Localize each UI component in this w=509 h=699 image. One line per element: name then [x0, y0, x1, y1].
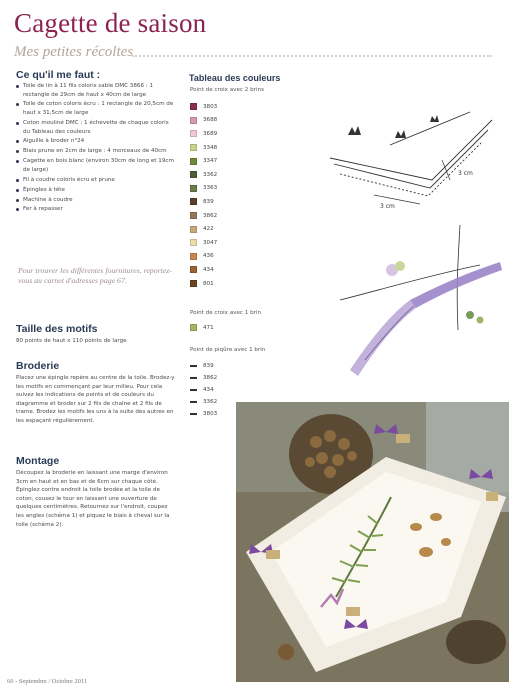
dmc-code: 801 [203, 280, 214, 287]
swatch-row [190, 195, 217, 209]
color-swatch [190, 130, 197, 137]
dmc-code: 3862 [203, 212, 218, 219]
motif-sketch [348, 115, 439, 138]
swatch-row [190, 250, 217, 264]
swatch-row [190, 209, 217, 223]
hedgehog-figure [446, 620, 506, 664]
backstitch-line [190, 365, 197, 366]
dmc-code: 3862 [203, 375, 218, 381]
dmc-code: 3347 [203, 158, 218, 165]
dotted-divider [132, 55, 492, 57]
dmc-code: 471 [203, 324, 214, 331]
seam-line [340, 142, 482, 196]
page-subtitle: Mes petites récoltes [14, 44, 134, 60]
color-swatch [190, 103, 197, 110]
color-swatch [190, 280, 197, 287]
dmc-code: 434 [203, 266, 214, 273]
color-swatch [190, 144, 197, 151]
backstitch-line [190, 377, 197, 378]
swatch-row [190, 263, 217, 277]
color-swatch [190, 212, 197, 219]
dmc-code: 3803 [203, 411, 218, 417]
swatch-row [190, 114, 217, 128]
dmc-code: 3362 [203, 171, 218, 178]
embroidery-heading: Broderie [16, 360, 60, 372]
swatch-row [190, 236, 217, 250]
color-swatch [190, 198, 197, 205]
color-swatch [190, 226, 197, 233]
swatch-row [190, 127, 217, 141]
swatch-row [190, 222, 217, 236]
color-swatch [190, 239, 197, 246]
motif-size-heading: Taille des motifs [16, 323, 98, 335]
supplier-note: Pour trouver les différentes fournitures, reportez-vous au carnet d'adresses page 67. [18, 266, 172, 285]
materials-item: Toile de coton coloris écru : 1 rectangle de 20,5cm de haut x 31,5cm de large [16, 100, 174, 117]
dmc-code: 3047 [203, 239, 218, 246]
dmc-code: 3688 [203, 117, 218, 124]
cross-two-swatches [190, 100, 217, 290]
swatch-row [190, 277, 217, 291]
backstitch-line [190, 401, 197, 402]
palette-heading: Tableau des couleurs [189, 73, 281, 83]
backstitch-row [190, 360, 217, 372]
color-swatch [190, 185, 197, 192]
product-photo [236, 402, 509, 682]
swatch-row [190, 182, 217, 196]
materials-item: Toile de lin à 11 fils coloris sable DMC 3866 : 1 rectangle de 29cm de haut x 40cm de large [16, 82, 174, 99]
color-swatch [190, 117, 197, 124]
assembly-heading: Montage [16, 455, 60, 467]
assembly-text: Découpez la broderie en laissant une marge d'environ 3cm en haut et en bas et de 6cm sur chaque côté. Épinglez contre endroit la toile brodée et la toile de coton, cousez le tour en laissant une ouverture de quelques centimètres. Retournez sur l'endroit, coupez les angles (schéma 1) et piquez le biais à cheval sur la toile (schéma 2). [16, 470, 170, 528]
bias-strip [410, 262, 502, 308]
dmc-code: 3803 [203, 103, 218, 110]
materials-item: Épingles à tête [16, 186, 174, 195]
materials-item: Fer à repasser [16, 205, 174, 214]
dmc-code: 436 [203, 253, 214, 260]
backstitch-row [190, 384, 217, 396]
embroidery-text: Placez une épingle repère au centre de la toile. Brodez-y les motifs en commençant par leur milieu. Pour cela suivez les indications de points et de couleurs du diagramme et broder sur 2 fils de chaîne et 2 fils de trame. Brodez les motifs les uns à la suite des autres en les espaçant régulièrement. [16, 375, 175, 424]
page-title: Cagette de saison [14, 8, 207, 38]
backstitch-line [190, 413, 197, 414]
color-swatch [190, 324, 197, 331]
dmc-code: 839 [203, 198, 214, 205]
swatch-row [190, 321, 214, 335]
color-swatch [190, 253, 197, 260]
backstitch-list [190, 360, 217, 420]
cross-one-swatches [190, 321, 214, 335]
backstitch-row [190, 396, 217, 408]
dmc-code: 422 [203, 226, 214, 233]
backstitch-label: Point de piqûre avec 1 brin [190, 347, 266, 353]
backstitch-row [190, 372, 217, 384]
backstitch-row [190, 408, 217, 420]
motif-size-text: 80 points de haut x 110 points de large [16, 338, 127, 344]
color-swatch [190, 158, 197, 165]
color-swatch [190, 171, 197, 178]
cross-one-label: Point de croix avec 1 brin [190, 310, 262, 316]
color-swatch [190, 266, 197, 273]
cross-two-label: Point de croix avec 2 brins [190, 87, 264, 93]
materials-item: Aiguille à broder n°24 [16, 137, 174, 146]
swatch-row [190, 168, 217, 182]
cut-line [390, 112, 470, 145]
fabric-edge-line [334, 130, 488, 188]
materials-item: Coton mouliné DMC : 1 échevette de chaque coloris du Tableau des couleurs [16, 119, 174, 136]
bias-binding-diagram [330, 220, 509, 380]
materials-item: Fil à coudre coloris écru et prune [16, 176, 174, 185]
corner-cut-diagram [320, 100, 500, 210]
materials-list [16, 82, 174, 215]
materials-heading: Ce qu'il me faut : [16, 69, 101, 81]
dmc-code: 434 [203, 387, 214, 393]
dmc-code: 3363 [203, 185, 218, 192]
swatch-row [190, 100, 217, 114]
materials-item: Cagette en bois blanc (environ 30cm de long et 19cm de large) [16, 157, 174, 174]
page-footer: 60 - Septembre / Octobre 2011 [7, 678, 88, 685]
materials-item: Biais prune en 2cm de large : 4 morceaux de 40cm [16, 147, 174, 156]
measure-a-label: 3 cm [380, 203, 395, 210]
dmc-code: 839 [203, 363, 214, 369]
dmc-code: 3362 [203, 399, 218, 405]
swatch-row [190, 141, 217, 155]
swatch-row [190, 154, 217, 168]
hazelnut [278, 644, 294, 660]
backstitch-line [190, 389, 197, 390]
measure-b-label: 3 cm [458, 170, 473, 177]
materials-item: Machine à coudre [16, 196, 174, 205]
dmc-code: 3348 [203, 144, 218, 151]
dmc-code: 3689 [203, 130, 218, 137]
